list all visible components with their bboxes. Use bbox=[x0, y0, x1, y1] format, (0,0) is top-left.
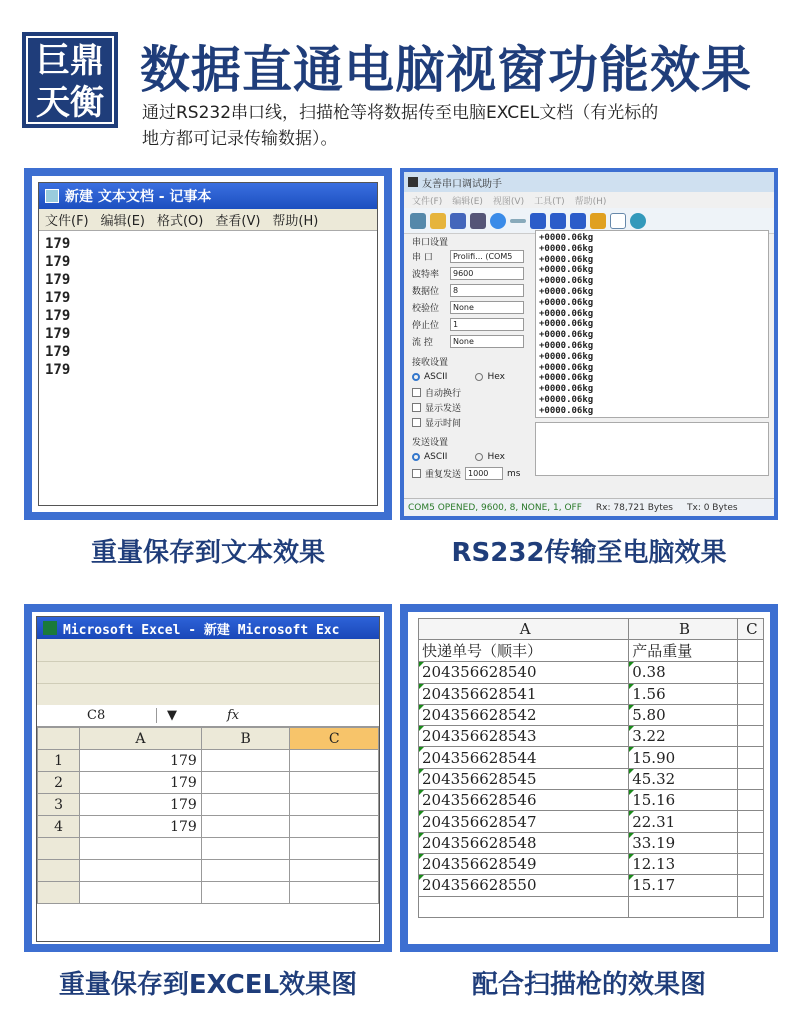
serial-field-select[interactable]: 8 bbox=[450, 284, 524, 297]
cell[interactable]: 179 bbox=[80, 772, 202, 794]
serial-menu-item[interactable]: 帮助(H) bbox=[574, 196, 607, 207]
serial-field-row bbox=[404, 265, 532, 282]
recv-option-checkbox[interactable] bbox=[412, 418, 421, 427]
notepad-panel bbox=[24, 168, 392, 520]
notepad-title: 新建 文本文档 - 记事本 bbox=[65, 189, 212, 205]
serial-field-label: 串 口 bbox=[412, 253, 433, 263]
excel-titlebar bbox=[37, 617, 379, 639]
cell[interactable]: 33.19 bbox=[629, 832, 738, 853]
excel-standard-toolbar bbox=[37, 661, 379, 683]
notepad-line: 179 bbox=[45, 344, 71, 360]
table-row bbox=[38, 882, 379, 904]
cell[interactable] bbox=[201, 838, 290, 860]
status-bar bbox=[404, 498, 774, 516]
cell[interactable]: 0.38 bbox=[629, 662, 738, 683]
repeat-row bbox=[404, 465, 532, 482]
corner-cell[interactable] bbox=[38, 728, 80, 750]
excel-menubar bbox=[37, 639, 379, 661]
cell[interactable] bbox=[737, 832, 763, 853]
serial-menu-item[interactable]: 编辑(E) bbox=[452, 196, 483, 207]
serial-menubar bbox=[404, 192, 774, 208]
notepad-menu-item[interactable]: 编辑(E) bbox=[100, 214, 145, 229]
column-header[interactable]: A bbox=[419, 619, 629, 640]
row-header[interactable]: 4 bbox=[38, 816, 80, 838]
clear-icon[interactable] bbox=[590, 213, 606, 229]
notepad-line: 179 bbox=[45, 308, 71, 324]
cell[interactable] bbox=[80, 882, 202, 904]
rx-line: +0000.06kg bbox=[539, 351, 594, 362]
row-header[interactable] bbox=[38, 860, 80, 882]
plus-box-icon[interactable] bbox=[610, 213, 626, 229]
table-row bbox=[419, 704, 764, 725]
settings-icon[interactable] bbox=[630, 213, 646, 229]
cell[interactable] bbox=[290, 816, 379, 838]
cell[interactable] bbox=[80, 860, 202, 882]
stop-icon[interactable] bbox=[570, 213, 586, 229]
column-header[interactable]: B bbox=[629, 619, 738, 640]
cell[interactable]: 15.17 bbox=[629, 875, 738, 896]
cell[interactable]: 204356628543 bbox=[419, 726, 629, 747]
recv-option-label: 显示时间 bbox=[425, 419, 462, 429]
table-row bbox=[419, 853, 764, 874]
serial-field-label: 数据位 bbox=[412, 287, 440, 297]
send-ascii-radio[interactable] bbox=[412, 453, 420, 461]
table-row bbox=[38, 838, 379, 860]
cell[interactable] bbox=[201, 860, 290, 882]
notepad-menu-item[interactable]: 文件(F) bbox=[45, 214, 89, 229]
table-row bbox=[38, 860, 379, 882]
recv-option-label: 自动换行 bbox=[425, 389, 462, 399]
cell[interactable]: 179 bbox=[80, 816, 202, 838]
notepad-menubar bbox=[39, 209, 377, 231]
excel-caption: 重量保存到EXCEL效果图 bbox=[58, 970, 358, 1000]
rx-line: +0000.06kg bbox=[539, 405, 594, 416]
recv-option-row bbox=[404, 385, 532, 400]
table-row bbox=[419, 683, 764, 704]
column-header[interactable]: C bbox=[290, 728, 379, 750]
serial-app-icon bbox=[408, 177, 418, 187]
port-status: COM5 OPENED, 9600, 8, NONE, 1, OFF bbox=[408, 502, 582, 513]
cell[interactable] bbox=[419, 896, 629, 917]
fx-icon[interactable]: fx bbox=[227, 708, 240, 723]
page-title: 数据直通电脑视窗功能效果 bbox=[140, 41, 752, 99]
hex-radio[interactable] bbox=[475, 373, 483, 381]
column-header[interactable]: A bbox=[80, 728, 202, 750]
table-row bbox=[419, 811, 764, 832]
brand-line1: 巨鼎 bbox=[36, 41, 104, 81]
cell[interactable] bbox=[201, 882, 290, 904]
cell[interactable]: 204356628548 bbox=[419, 832, 629, 853]
cell[interactable]: 204356628549 bbox=[419, 853, 629, 874]
cell[interactable]: 204356628544 bbox=[419, 747, 629, 768]
port-group-label: 串口设置 bbox=[412, 237, 449, 248]
notepad-text-area[interactable] bbox=[39, 231, 377, 383]
cell[interactable]: 204356628545 bbox=[419, 768, 629, 789]
cell[interactable] bbox=[737, 896, 763, 917]
cell[interactable] bbox=[737, 726, 763, 747]
cell[interactable]: 204356628540 bbox=[419, 662, 629, 683]
recv-option-row bbox=[404, 415, 532, 430]
cell[interactable] bbox=[737, 747, 763, 768]
save-icon[interactable] bbox=[450, 213, 466, 229]
rx-line: +0000.06kg bbox=[539, 373, 594, 384]
open-icon[interactable] bbox=[430, 213, 446, 229]
notepad-menu-item[interactable]: 格式(O) bbox=[156, 214, 204, 229]
name-box[interactable]: C8 bbox=[37, 708, 157, 723]
send-ascii-label: ASCII bbox=[424, 451, 448, 462]
formula-bar bbox=[37, 705, 379, 727]
notepad-line: 179 bbox=[45, 362, 71, 378]
rx-line: +0000.06kg bbox=[539, 276, 594, 287]
cell[interactable]: 15.16 bbox=[629, 790, 738, 811]
table-row bbox=[38, 816, 379, 838]
play-icon[interactable] bbox=[530, 213, 546, 229]
page-description: 通过RS232串口线，扫描枪等将数据传至电脑EXCEL文档（有光标的地方都可记录传输数据）。 bbox=[142, 103, 659, 149]
send-hex-label: Hex bbox=[487, 451, 505, 462]
cell[interactable]: 1.56 bbox=[629, 683, 738, 704]
row-header[interactable] bbox=[38, 882, 80, 904]
cell[interactable] bbox=[201, 816, 290, 838]
cell[interactable] bbox=[737, 811, 763, 832]
log-icon[interactable] bbox=[470, 213, 486, 229]
recv-mode bbox=[404, 368, 532, 385]
ascii-label: ASCII bbox=[424, 371, 448, 382]
cell[interactable] bbox=[737, 704, 763, 725]
serial-field-label: 校验位 bbox=[412, 304, 440, 314]
serial-field-row bbox=[404, 333, 532, 350]
cell[interactable] bbox=[737, 853, 763, 874]
cell[interactable]: 45.32 bbox=[629, 768, 738, 789]
cell[interactable]: 15.90 bbox=[629, 747, 738, 768]
column-header[interactable]: C bbox=[737, 619, 763, 640]
serial-titlebar bbox=[404, 172, 774, 192]
cell[interactable]: 204356628541 bbox=[419, 683, 629, 704]
rx-line: +0000.06kg bbox=[539, 384, 594, 395]
table-row bbox=[38, 750, 379, 772]
cell[interactable] bbox=[80, 838, 202, 860]
rx-line: +0000.06kg bbox=[539, 254, 594, 265]
recv-group-label: 接收设置 bbox=[412, 357, 449, 368]
serial-window bbox=[404, 172, 774, 516]
cell[interactable]: 179 bbox=[80, 794, 202, 816]
notepad-icon bbox=[45, 189, 59, 203]
send-group-label: 发送设置 bbox=[412, 437, 449, 448]
serial-settings bbox=[404, 234, 532, 482]
cell[interactable]: 204356628550 bbox=[419, 875, 629, 896]
serial-title: 友善串口调试助手 bbox=[422, 178, 502, 190]
rx-line: +0000.06kg bbox=[539, 286, 594, 297]
row-header[interactable]: 1 bbox=[38, 750, 80, 772]
row-header[interactable]: 3 bbox=[38, 794, 80, 816]
serial-field-select[interactable]: None bbox=[450, 335, 524, 348]
pause-icon[interactable] bbox=[550, 213, 566, 229]
cell[interactable] bbox=[737, 640, 763, 662]
excel-window bbox=[36, 616, 380, 942]
table-row bbox=[38, 772, 379, 794]
header-row bbox=[419, 640, 764, 662]
cell[interactable]: 22.31 bbox=[629, 811, 738, 832]
notepad-window bbox=[38, 182, 378, 506]
scanner-caption: 配合扫描枪的效果图 bbox=[471, 970, 706, 1000]
cell[interactable]: 5.80 bbox=[629, 704, 738, 725]
rx-line: +0000.06kg bbox=[539, 330, 594, 341]
recv-option-label: 显示发送 bbox=[425, 404, 462, 414]
scanner-panel bbox=[400, 604, 778, 952]
table-row bbox=[419, 790, 764, 811]
table-row bbox=[419, 726, 764, 747]
rx-line: +0000.06kg bbox=[539, 319, 594, 330]
serial-caption: RS232传输至电脑效果 bbox=[451, 538, 727, 568]
cell[interactable]: 快递单号（顺丰） bbox=[419, 640, 629, 662]
recv-option-checkbox[interactable] bbox=[412, 403, 421, 412]
tx-count: Tx: 0 Bytes bbox=[687, 502, 738, 513]
cell[interactable] bbox=[201, 794, 290, 816]
send-mode bbox=[404, 448, 532, 465]
rx-line: +0000.06kg bbox=[539, 340, 594, 351]
notepad-titlebar bbox=[39, 183, 377, 209]
serial-menu-item[interactable]: 视图(V) bbox=[492, 196, 525, 207]
cell[interactable] bbox=[290, 772, 379, 794]
serial-field-label: 波特率 bbox=[412, 270, 440, 280]
cell[interactable] bbox=[737, 875, 763, 896]
rx-line: +0000.06kg bbox=[539, 243, 594, 254]
scanner-sheet bbox=[418, 618, 764, 918]
ascii-radio[interactable] bbox=[412, 373, 420, 381]
brand-logo bbox=[22, 32, 118, 128]
serial-menu-item[interactable]: 文件(F) bbox=[412, 196, 443, 207]
hex-label: Hex bbox=[487, 371, 505, 382]
repeat-checkbox[interactable] bbox=[412, 469, 421, 478]
send-hex-radio[interactable] bbox=[475, 453, 483, 461]
rx-line: +0000.06kg bbox=[539, 362, 594, 373]
receive-area[interactable] bbox=[535, 230, 769, 418]
notepad-line: 179 bbox=[45, 290, 71, 306]
notepad-line: 179 bbox=[45, 236, 71, 252]
rx-count: Rx: 78,721 Bytes bbox=[595, 502, 673, 513]
notepad-line: 179 bbox=[45, 254, 71, 270]
notepad-caption: 重量保存到文本效果 bbox=[90, 538, 325, 568]
send-input[interactable] bbox=[535, 422, 769, 476]
table-row bbox=[38, 794, 379, 816]
remove-icon[interactable] bbox=[510, 219, 526, 223]
rx-line: +0000.06kg bbox=[539, 297, 594, 308]
excel-icon bbox=[43, 621, 57, 635]
notepad-menu-item[interactable]: 帮助(H) bbox=[272, 214, 319, 229]
add-icon[interactable] bbox=[490, 213, 506, 229]
serial-field-select[interactable]: 9600 bbox=[450, 267, 524, 280]
cell[interactable] bbox=[737, 683, 763, 704]
cell[interactable]: 204356628546 bbox=[419, 790, 629, 811]
cell[interactable] bbox=[737, 768, 763, 789]
cell[interactable] bbox=[290, 750, 379, 772]
excel-format-toolbar bbox=[37, 683, 379, 705]
cell[interactable]: 179 bbox=[80, 750, 202, 772]
rx-line: +0000.06kg bbox=[539, 233, 594, 243]
cell[interactable]: 12.13 bbox=[629, 853, 738, 874]
cell[interactable] bbox=[290, 794, 379, 816]
table-row bbox=[419, 896, 764, 917]
table-row bbox=[419, 662, 764, 683]
cell[interactable] bbox=[290, 860, 379, 882]
excel-grid bbox=[37, 727, 379, 904]
serial-panel bbox=[400, 168, 778, 520]
cell[interactable]: 204356628547 bbox=[419, 811, 629, 832]
recv-option-checkbox[interactable] bbox=[412, 388, 421, 397]
excel-title: Microsoft Excel - 新建 Microsoft Exc bbox=[63, 622, 340, 638]
serial-field-select[interactable]: 1 bbox=[450, 318, 524, 331]
cell[interactable] bbox=[201, 750, 290, 772]
new-icon[interactable] bbox=[410, 213, 426, 229]
brand-line2: 天衡 bbox=[36, 83, 104, 123]
table-row bbox=[419, 747, 764, 768]
rx-line: +0000.06kg bbox=[539, 308, 594, 319]
notepad-line: 179 bbox=[45, 272, 71, 288]
serial-field-row bbox=[404, 248, 532, 265]
serial-field-row bbox=[404, 299, 532, 316]
serial-field-label: 停止位 bbox=[412, 321, 440, 331]
excel-panel bbox=[24, 604, 392, 952]
serial-field-select[interactable]: None bbox=[450, 301, 524, 314]
interval-input[interactable]: 1000 bbox=[465, 467, 503, 480]
name-box-dropdown-icon[interactable]: ▼ bbox=[167, 708, 177, 723]
recv-option-row bbox=[404, 400, 532, 415]
notepad-line: 179 bbox=[45, 326, 71, 342]
serial-field-label: 流 控 bbox=[412, 338, 433, 348]
cell[interactable] bbox=[737, 790, 763, 811]
cell[interactable] bbox=[290, 838, 379, 860]
column-header[interactable]: B bbox=[201, 728, 290, 750]
cell[interactable] bbox=[737, 662, 763, 683]
table-row bbox=[419, 832, 764, 853]
serial-field-select[interactable]: Prolifi... (COM5 bbox=[450, 250, 524, 263]
cell[interactable]: 204356628542 bbox=[419, 704, 629, 725]
ms-label: ms bbox=[507, 468, 521, 479]
row-header[interactable]: 2 bbox=[38, 772, 80, 794]
cell[interactable] bbox=[201, 772, 290, 794]
cell[interactable]: 3.22 bbox=[629, 726, 738, 747]
table-row bbox=[419, 875, 764, 896]
table-row bbox=[419, 768, 764, 789]
serial-field-row bbox=[404, 282, 532, 299]
cell[interactable]: 产品重量 bbox=[629, 640, 738, 662]
cell[interactable] bbox=[629, 896, 738, 917]
serial-menu-item[interactable]: 工具(T) bbox=[534, 196, 565, 207]
row-header[interactable] bbox=[38, 838, 80, 860]
serial-field-row bbox=[404, 316, 532, 333]
cell[interactable] bbox=[290, 882, 379, 904]
repeat-label: 重复发送 bbox=[425, 470, 462, 480]
rx-line: +0000.06kg bbox=[539, 394, 594, 405]
rx-line: +0000.06kg bbox=[539, 265, 594, 276]
notepad-menu-item[interactable]: 查看(V) bbox=[215, 214, 261, 229]
